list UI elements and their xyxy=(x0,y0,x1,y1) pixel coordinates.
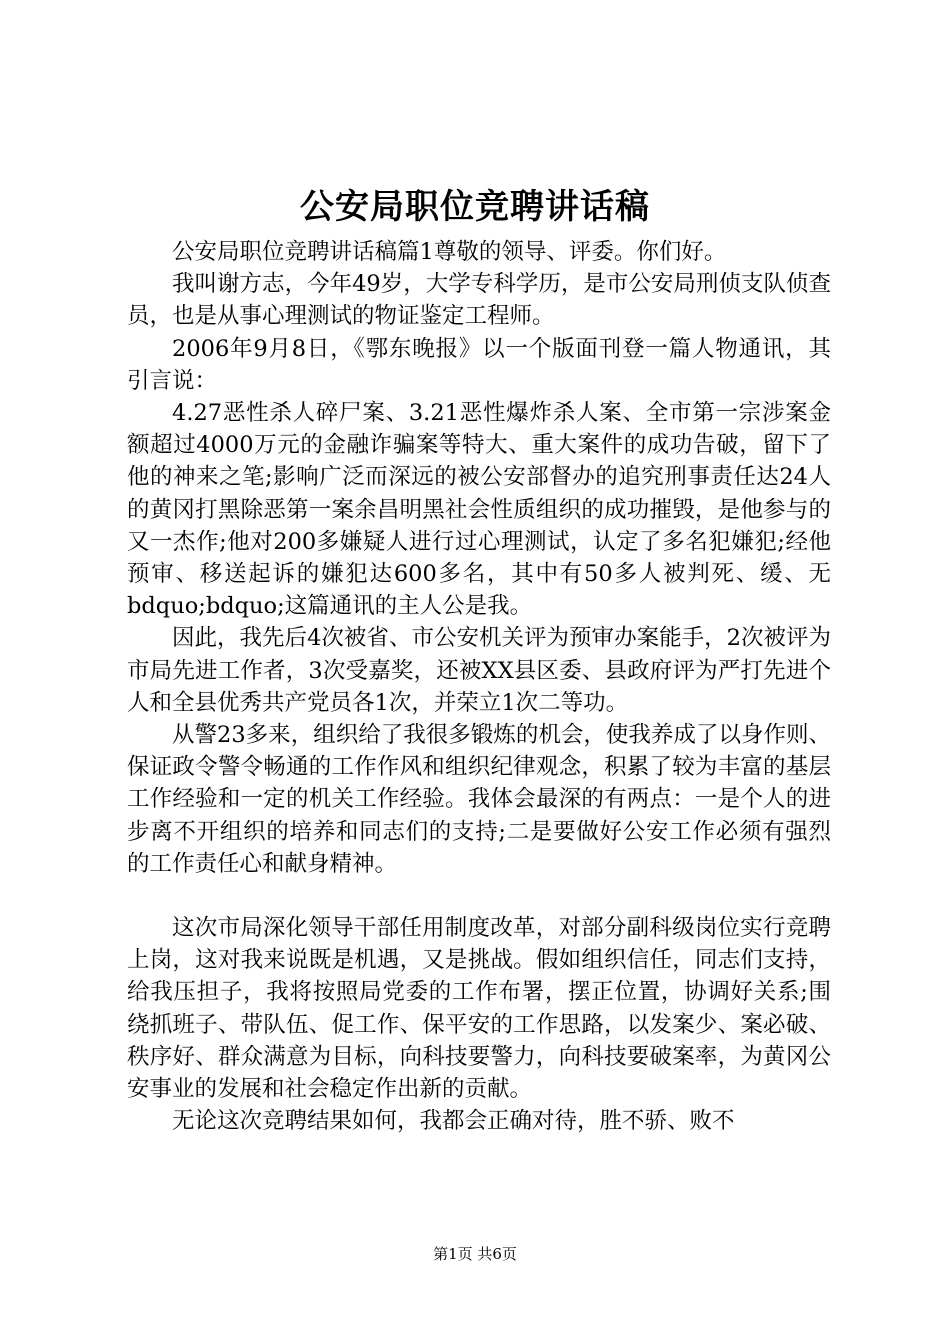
paragraph-1: 公安局职位竞聘讲话稿篇1尊敬的领导、评委。你们好。 xyxy=(172,239,727,265)
paragraph-5: 因此，我先后4次被省、市公安机关评为预审办案能手，2次被评为市局先进工作者，3次受嘉奖，还被XX县区委、县政府评为严打先进个人和全县优秀共产党员各1次，并荣立1次二等功。 xyxy=(127,625,831,716)
paragraph-8: 无论这次竞聘结果如何，我都会正确对待，胜不骄、败不 xyxy=(172,1108,735,1135)
paragraph-7: 这次市局深化领导干部任用制度改革，对部分副科级岗位实行竞聘上岗，这对我来说既是机遇，又是挑战。假如组织信任，同志们支持，给我压担子，我将按照局党委的工作布署，摆正位置，协调好关系;围绕抓班子、带队伍、促工作、保平安的工作思路，以发案少、案必破、秩序好、群众满意为目标，向科技要警力，向科技要破案率，为黄冈公安事业的发展和社会稳定作出新的贡献。 xyxy=(127,915,831,1103)
document-body xyxy=(127,236,831,1137)
paragraph-4: 4.27恶性杀人碎尸案、3.21恶性爆炸杀人案、全市第一宗涉案金额超过4000万元的金融诈骗案等特大、重大案件的成功告破，留下了他的神来之笔;影响广泛而深远的被公安部督办的追究刑事责任达24人的黄冈打黑除恶第一案余昌明黑社会性质组织的成功摧毁，是他参与的又一杰作;他对200多嫌疑人进行过心理测试，认定了多名犯嫌犯;经他预审、移送起诉的嫌犯达600多名，其中有50多人被判死、缓、无bdquo;bdquo;这篇通讯的主人公是我。 xyxy=(127,400,831,620)
paragraph-2: 我叫谢方志，今年49岁，大学专科学历，是市公安局刑侦支队侦查员，也是从事心理测试的物证鉴定工程师。 xyxy=(127,271,831,330)
page-title: 公安局职位竞聘讲话稿 xyxy=(300,187,650,227)
page-footer: 第1页 共6页 xyxy=(433,1245,517,1263)
paragraph-3: 2006年9月8日，《鄂东晚报》以一个版面刊登一篇人物通讯，其引言说： xyxy=(127,335,831,394)
paragraph-6: 从警23多来，组织给了我很多锻炼的机会，使我养成了以身作则、保证政令警令畅通的工作作风和组织纪律观念，积累了较为丰富的基层工作经验和一定的机关工作经验。我体会最深的有两点：一是个人的进步离不开组织的培养和同志们的支持;二是要做好公安工作必须有强烈的工作责任心和献身精神。 xyxy=(127,722,831,877)
